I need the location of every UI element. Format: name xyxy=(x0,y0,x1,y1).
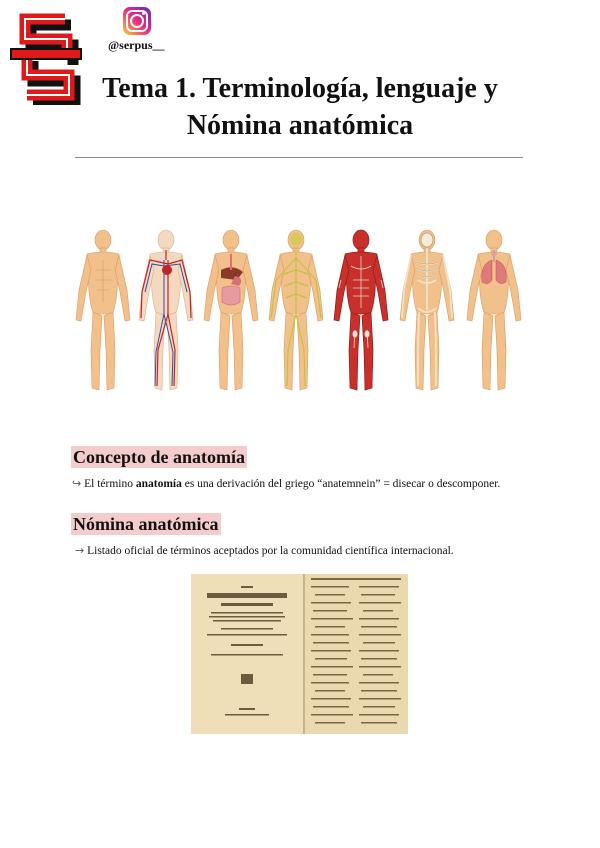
section-heading-concepto: Concepto de anatomía xyxy=(73,447,245,467)
right-arrow-icon: → xyxy=(75,544,85,557)
page-title xyxy=(90,70,510,144)
title-line-1: Tema 1. Terminología, lenguaje y xyxy=(102,73,498,104)
title-divider xyxy=(75,157,523,158)
figure-muscular xyxy=(334,230,388,390)
figure-skeletal xyxy=(400,230,454,390)
nomina-anatomica-book-image xyxy=(191,574,408,734)
term-anatomia: anatomía xyxy=(135,478,182,490)
figure-respiratory xyxy=(467,230,521,390)
section-heading-nomina: Nómina anatómica xyxy=(73,514,219,534)
figure-nervous xyxy=(269,230,323,390)
ss-logo xyxy=(5,5,90,105)
figure-digestive xyxy=(204,230,258,390)
title-line-2: Nómina anatómica xyxy=(186,110,414,141)
hook-arrow-icon: ↪ xyxy=(72,477,82,490)
instagram-handle[interactable]: @serpus__ xyxy=(108,38,165,52)
section-text-concepto: ↪ El término anatomía es una derivación del griego “anatemnein” = disecar o descomponer. xyxy=(72,477,501,490)
figure-skin xyxy=(76,230,130,390)
instagram-icon[interactable] xyxy=(123,7,151,35)
figure-vascular xyxy=(139,230,193,390)
section-text-nomina: → Listado oficial de términos aceptados por la comunidad científica internacional. xyxy=(75,544,454,557)
anatomy-systems-illustration xyxy=(70,228,532,393)
